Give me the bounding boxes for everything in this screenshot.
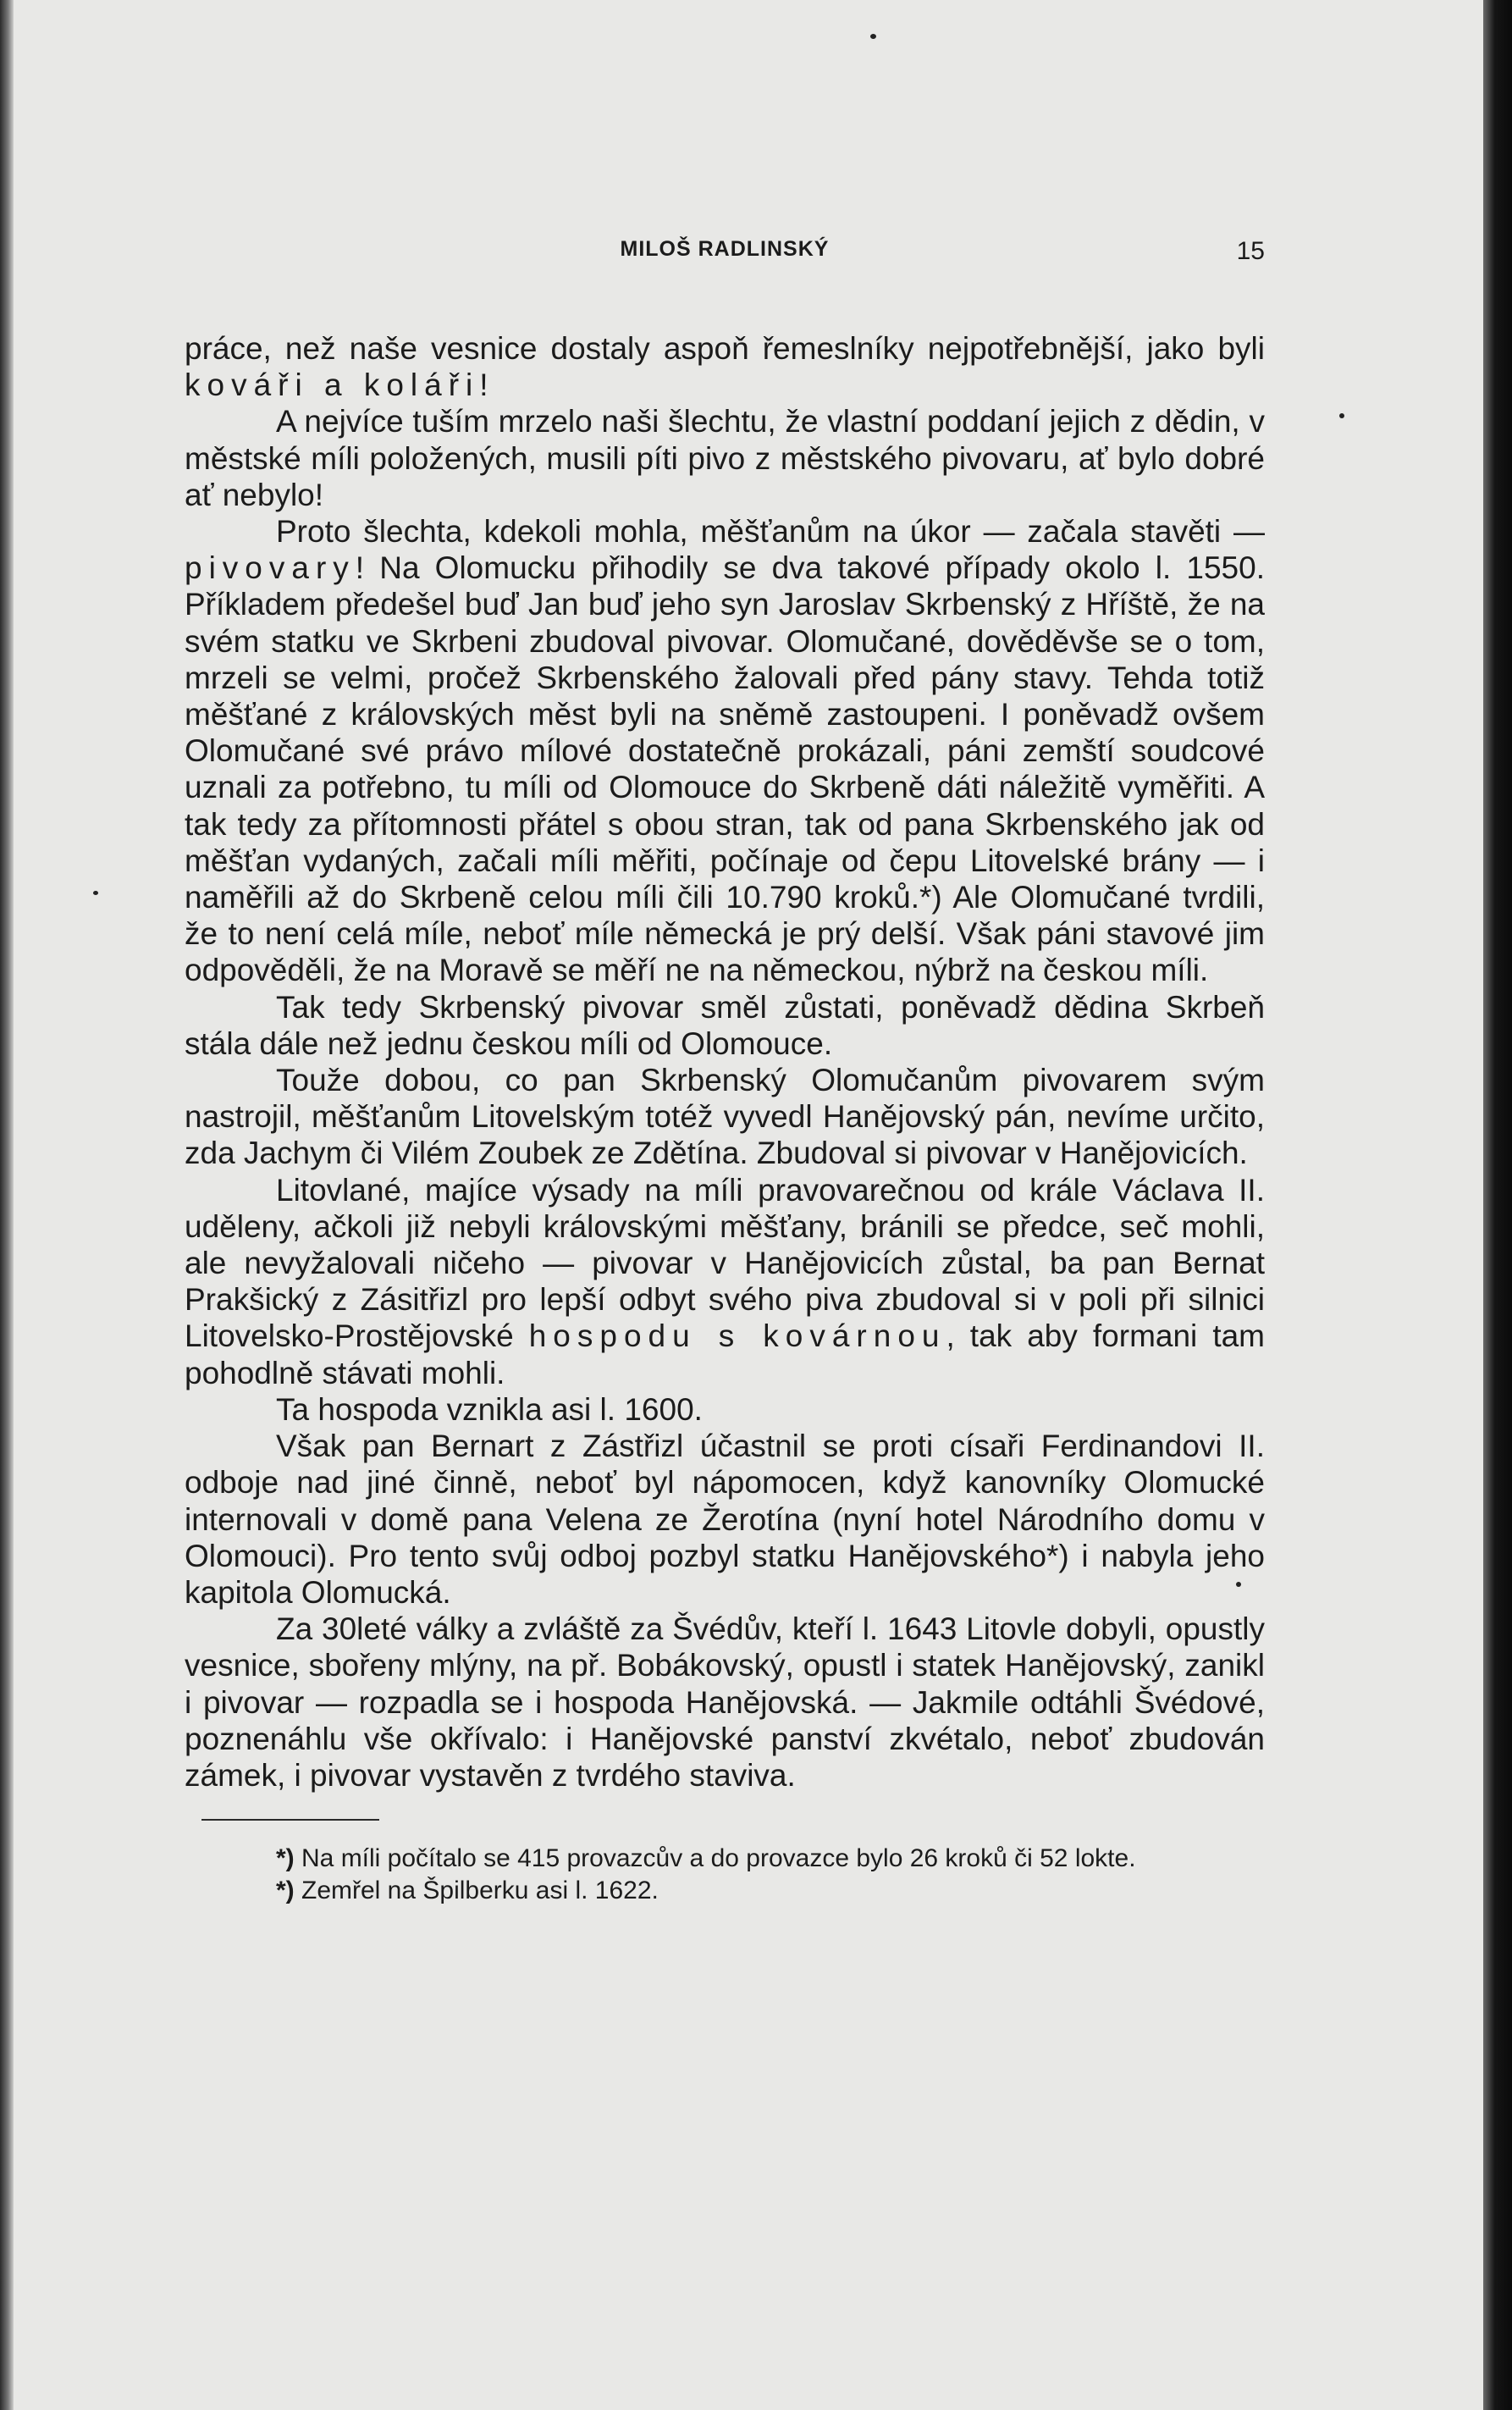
text-run: Za 30leté války a zvláště za Švédův, kteří l. 1643 Litovle dobyli, opustly vesnice, sbořeny mlýny, na př. Bobákovský, opustl i statek Hanějovský, zanikl i pivovar — rozpadla se i hospoda Hanějovská. — Jakmile odtáhli Švédové, poznenáhlu vše okřívalo: i Hanějovské panství zkvétalo, neboť zbudován zámek, i pivovar vystavěn z tvrdého staviva. bbox=[185, 1611, 1265, 1793]
text-run: práce, než naše vesnice dostaly aspoň řemeslníky nejpotřebnější, jako byli bbox=[185, 331, 1265, 366]
text-run: ! Na Olomucku přihodily se dva takové případy okolo l. 1550. Příkladem předešel buď Jan buď jeho syn Jaroslav Skrbenský z Hříště, že na svém statku ve Skrbeni zbudoval pivovar. Olomučané, dověděvše se o tom, mrzeli se velmi, pročež Skrbenského žalovali před pány stavy. Tehda totiž měšťané z královských měst byli na sněmě zastoupeni. I poněvadž ovšem Olomučané své právo mílové dostatečně prokázali, páni zemští soudcové uznali za potřebno, tu míli od Olomouce do Skrbeně dáti náležitě vyměřiti. A tak tedy za přítomnosti přátel s obou stran, tak od pana Skrbenského jak od měšťan vydaných, začali míli měřiti, počínaje od čepu Litovelské brány — i naměřili až do Skrbeně celou míli čili 10.790 kroků.*) Ale Olomučané tvrdili, že to není celá míle, neboť míle německá je prý delší. Však páni stavové jim odpověděli, že na Moravě se měří ne na německou, nýbrž na českou míli. bbox=[185, 550, 1265, 988]
page-left-edge-shadow bbox=[0, 0, 14, 2410]
body-text bbox=[185, 330, 1265, 1794]
page-header bbox=[185, 212, 1265, 271]
text-run: , tak aby formani tam pohodlně stávati mohli. bbox=[185, 1318, 1265, 1390]
text-run: Ta hospoda vznikla asi l. 1600. bbox=[276, 1391, 703, 1427]
paragraph bbox=[185, 1391, 1265, 1428]
paragraph bbox=[185, 513, 1265, 989]
footnote-mark: *) bbox=[276, 1844, 295, 1873]
text-run: Litovlané, majíce výsady na míli pravovarečnou od krále Václava II. uděleny, ačkoli již nebyli královskými měšťany, bránili se předce, seč mohli, ale nevyžalovali ničeho — pivovar v Hanějovicích zůstal, ba pan Bernat Prakšický z Zásitřizl pro lepší odbyt svého piva zbudoval si v poli při silnici Litovelsko-Prostějovské bbox=[185, 1172, 1265, 1354]
text-run: ! bbox=[479, 368, 488, 403]
running-head: MILOŠ RADLINSKÝ bbox=[620, 237, 830, 261]
footnote-mark: *) bbox=[276, 1877, 295, 1905]
paragraph bbox=[185, 1172, 1265, 1391]
book-page bbox=[185, 212, 1265, 1907]
text-run: Tak tedy Skrbenský pivovar směl zůstati, poněvadž dědina Skrbeň stála dále než jednu českou míli od Olomouce. bbox=[185, 989, 1265, 1061]
paragraph bbox=[185, 1062, 1265, 1172]
footnote-text: Na míli počítalo se 415 provazcův a do provazce bylo 26 kroků či 52 lokte. bbox=[294, 1844, 1136, 1873]
page-right-edge-shadow bbox=[1483, 0, 1512, 2410]
spaced-emphasis: pivovary bbox=[185, 550, 356, 586]
text-run: Touže dobou, co pan Skrbenský Olomučanům pivovarem svým nastrojil, měšťanům Litovelským totéž vyvedl Hanějovský pán, nevíme určito, zda Jachym či Vilém Zoubek ze Zdětína. Zbudoval si pivovar v Hanějovicích. bbox=[185, 1063, 1265, 1171]
paragraph bbox=[185, 1611, 1265, 1794]
paragraph bbox=[185, 403, 1265, 513]
footnotes bbox=[185, 1819, 1265, 1907]
footnote bbox=[185, 1843, 1265, 1875]
spaced-emphasis: hospodu s kovárnou bbox=[528, 1318, 946, 1354]
paragraph bbox=[185, 989, 1265, 1062]
paragraph bbox=[185, 1428, 1265, 1611]
footnote bbox=[185, 1875, 1265, 1907]
footnote-text: Zemřel na Špilberku asi l. 1622. bbox=[294, 1877, 659, 1905]
spaced-emphasis: kováři a koláři bbox=[185, 368, 480, 403]
paragraph bbox=[185, 330, 1265, 403]
text-run: Však pan Bernart z Zástřizl účastnil se proti císaři Ferdinandovi II. odboje nad jiné činně, neboť byl nápomocen, když kanovníky Olomucké internovali v domě pana Velena ze Žerotína (nyní hotel Národního domu v Olomouci). Pro tento svůj odboj pozbyl statku Hanějovského*) i nabyla jeho kapitola Olomucká. bbox=[185, 1429, 1265, 1610]
ink-speck bbox=[1339, 413, 1344, 418]
ink-speck bbox=[870, 34, 876, 39]
page-number: 15 bbox=[1236, 237, 1265, 265]
text-run: Proto šlechta, kdekoli mohla, měšťanům na úkor — začala stavěti — bbox=[276, 514, 1265, 550]
text-run: A nejvíce tuším mrzelo naši šlechtu, že vlastní poddaní jejich z dědin, v městské míli položených, musili píti pivo z městského pivovaru, ať bylo dobré ať nebylo! bbox=[185, 404, 1265, 512]
ink-speck bbox=[93, 891, 98, 895]
footnote-rule bbox=[201, 1819, 379, 1821]
